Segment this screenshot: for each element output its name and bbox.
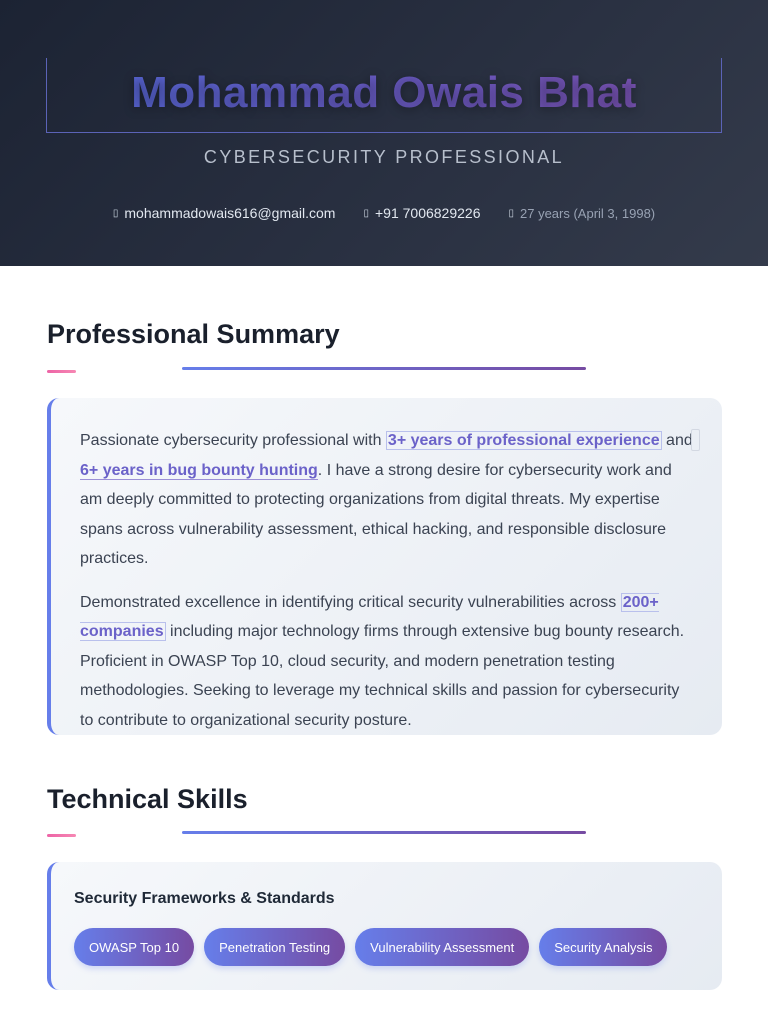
skills-card — [47, 862, 722, 990]
age-text: 27 years (April 3, 1998) — [520, 205, 656, 221]
skills-section-title: Technical Skills — [47, 784, 248, 814]
scroll-marker — [691, 429, 700, 451]
skills-title-accent — [47, 834, 76, 837]
phone-text: +91 7006829226 — [374, 205, 481, 221]
email-text: mohammadowais616@gmail.com — [124, 205, 336, 221]
summary-title-accent — [47, 370, 76, 373]
contact-age — [508, 205, 655, 221]
phone-icon: ▯ — [363, 207, 369, 219]
skills-title-underline — [182, 831, 586, 834]
summary-title-underline — [182, 367, 586, 370]
summary-paragraph-2 — [80, 588, 694, 736]
skill-tag[interactable]: Security Analysis — [539, 928, 667, 966]
contact-phone[interactable] — [363, 205, 480, 221]
highlight-companies: 200+ companies — [80, 593, 659, 640]
summary-text: Passionate cybersecurity professional with — [80, 432, 386, 449]
contact-info — [0, 205, 768, 221]
summary-paragraph-1 — [80, 426, 694, 574]
skills-category-title: Security Frameworks & Standards — [74, 890, 335, 907]
skill-tag[interactable]: OWASP Top 10 — [74, 928, 194, 966]
summary-text: and — [661, 432, 693, 449]
resume-header — [0, 0, 768, 266]
highlight-experience: 3+ years of professional experience — [387, 432, 660, 449]
job-title: CYBERSECURITY PROFESSIONAL — [203, 147, 565, 167]
summary-text: Demonstrated excellence in identifying critical security vulnerabilities across — [80, 593, 621, 611]
summary-text: including major technology firms through extensive bug bounty research. Proficient in OWASP Top 10, cloud security, and modern penetration testing methodologies. Seeking to leverage my technical skills and passion for cybersecurity to contribute to organizational security posture. — [80, 623, 685, 729]
summary-card — [47, 398, 722, 735]
calendar-icon: ▯ — [508, 207, 514, 219]
full-name: Mohammad Owais Bhat — [131, 68, 637, 117]
skill-tag[interactable]: Penetration Testing — [204, 928, 345, 966]
envelope-icon: ▯ — [112, 207, 119, 219]
contact-email[interactable] — [113, 205, 336, 221]
summary-text: . I have a strong desire for cybersecurity work and am deeply committed to protecting organizations from digital threats. My expertise spans across vulnerability assessment, ethical hacking, and responsible disclosure practices. — [80, 461, 672, 567]
skill-tag[interactable]: Vulnerability Assessment — [355, 928, 529, 966]
summary-section-title: Professional Summary — [47, 319, 340, 349]
name-frame — [46, 58, 722, 133]
highlight-bug-bounty: 6+ years in bug bounty hunting — [80, 461, 318, 479]
skill-tags — [74, 928, 722, 966]
